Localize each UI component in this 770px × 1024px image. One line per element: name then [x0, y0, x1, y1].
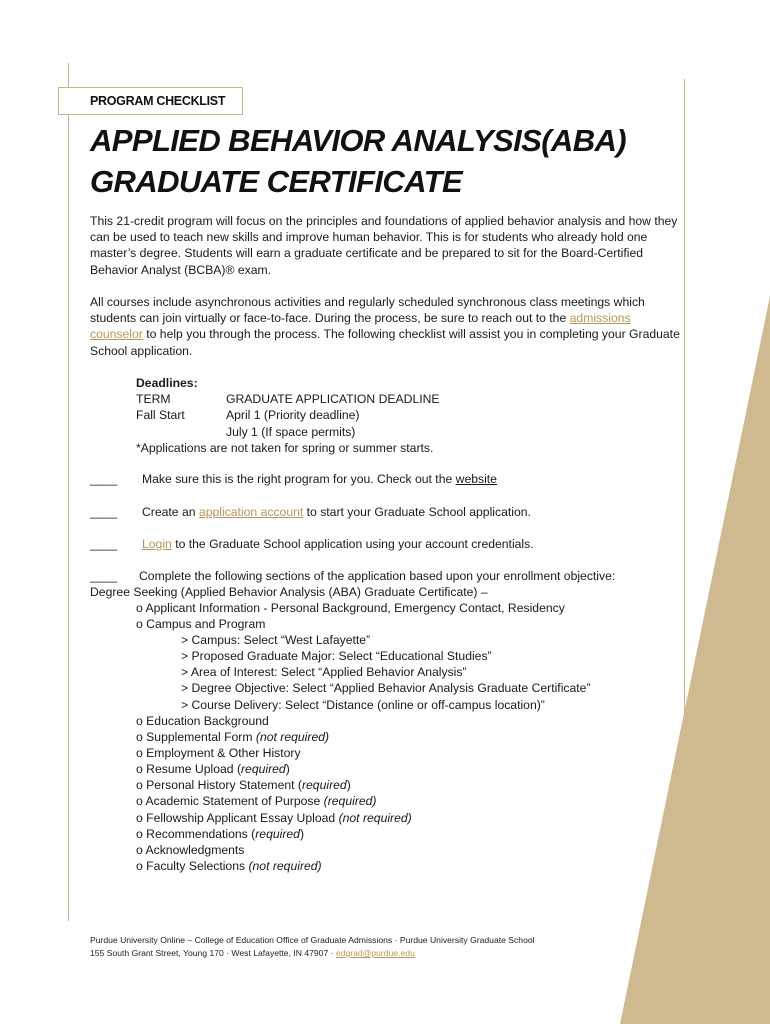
checklist-item-2: [90, 504, 531, 520]
deadlines-header-row: [136, 391, 440, 407]
deadline-july: July 1 (If space permits): [226, 424, 356, 439]
term-column-header: TERM: [136, 392, 171, 407]
section-fellowship-essay: o Fellowship Applicant Essay Upload (not required): [136, 811, 412, 825]
deadlines-heading: Deadlines:: [136, 376, 198, 390]
section-employment-history: o Employment & Other History: [136, 746, 301, 760]
page-title: [90, 120, 626, 202]
section-statement-of-purpose: o Academic Statement of Purpose (required): [136, 794, 377, 808]
intro-p2-after: to help you through the process. The following checklist will assist you in completing your Graduate School application.: [90, 327, 680, 358]
login-link[interactable]: Login: [142, 537, 172, 551]
section-education-background: o Education Background: [136, 714, 269, 728]
checklist-item-3: [90, 536, 534, 552]
section-applicant-info: o Applicant Information - Personal Background, Emergency Contact, Residency: [136, 601, 565, 615]
email-link[interactable]: edgrad@purdue.edu: [335, 948, 415, 958]
item4-line2: Degree Seeking (Applied Behavior Analysis (ABA) Graduate Certificate) –: [90, 585, 488, 599]
item1-text: Make sure this is the right program for you. Check out the: [142, 472, 456, 486]
program-checklist-label: PROGRAM CHECKLIST: [90, 94, 226, 108]
title-line-2: GRADUATE CERTIFICATE: [90, 164, 463, 199]
section-faculty-selections: o Faculty Selections (not required): [136, 859, 322, 873]
checkbox-blank[interactable]: ____: [90, 472, 118, 486]
program-campus: > Campus: Select “West Lafayette”: [181, 633, 371, 647]
section-resume-upload: o Resume Upload (required): [136, 762, 290, 776]
intro-paragraph-1: This 21-credit program will focus on the principles and foundations of applied behavior analysis and how they can be used to teach new skills and improve human behavior. This is for students who already hold one master’s degree. Students will earn a graduate certificate and be prepared to sit for the Board-Certified Behavior Analyst (BCBA)® exam.: [90, 214, 678, 277]
deadlines-note: *Applications are not taken for spring or summer starts.: [136, 440, 434, 455]
checkbox-blank[interactable]: ____: [90, 537, 118, 551]
program-degree-objective: > Degree Objective: Select “Applied Behavior Analysis Graduate Certificate”: [181, 681, 591, 695]
program-major: > Proposed Graduate Major: Select “Educational Studies”: [181, 649, 492, 663]
intro-paragraph-2: [90, 294, 684, 359]
item2-before: Create an: [142, 505, 199, 519]
item3-after: to the Graduate School application using your account credentials.: [171, 537, 534, 551]
footer-line-1: Purdue University Online – College of Education Office of Graduate Admissions · Purdue University Graduate School: [90, 935, 535, 945]
deadlines-block: [136, 375, 440, 456]
section-supplemental-form: o Supplemental Form (not required): [136, 730, 330, 744]
term-fall-start: Fall Start: [136, 408, 185, 423]
section-campus-program: o Campus and Program: [136, 617, 266, 631]
item2-after: to start your Graduate School application.: [303, 505, 531, 519]
section-recommendations: o Recommendations (required): [136, 827, 305, 841]
checkbox-blank[interactable]: ____: [90, 505, 118, 519]
item4-line1: Complete the following sections of the application based upon your enrollment objective:: [139, 569, 616, 583]
deadline-column-header: GRADUATE APPLICATION DEADLINE: [226, 392, 440, 407]
deadline-april: April 1 (Priority deadline): [226, 408, 360, 423]
title-line-1: APPLIED BEHAVIOR ANALYSIS(ABA): [90, 123, 627, 158]
deadlines-row-fall: [136, 407, 440, 423]
checkbox-blank[interactable]: ____: [90, 569, 118, 583]
website-link[interactable]: website: [455, 472, 497, 486]
footer: [90, 934, 535, 960]
program-area-of-interest: > Area of Interest: Select “Applied Behavior Analysis”: [181, 665, 467, 679]
intro-p2-before: All courses include asynchronous activities and regularly scheduled synchronous class meetings which students can join virtually or face-to-face. During the process, be sure to reach out to the: [90, 295, 645, 326]
checklist-item-4: [90, 568, 615, 584]
program-course-delivery: > Course Delivery: Select “Distance (online or off-campus location)”: [181, 698, 545, 712]
application-account-link[interactable]: application account: [198, 505, 304, 519]
deadlines-row-july: [136, 424, 440, 440]
section-acknowledgments: o Acknowledgments: [136, 843, 245, 857]
footer-line-2: 155 South Grant Street, Young 170 · West Lafayette, IN 47907 · edgrad@purdue.edu: [90, 948, 415, 958]
section-personal-history: o Personal History Statement (required): [136, 778, 351, 792]
checklist-item-1: [90, 471, 497, 487]
admissions-counselor-link[interactable]: admissions counselor: [90, 311, 631, 342]
